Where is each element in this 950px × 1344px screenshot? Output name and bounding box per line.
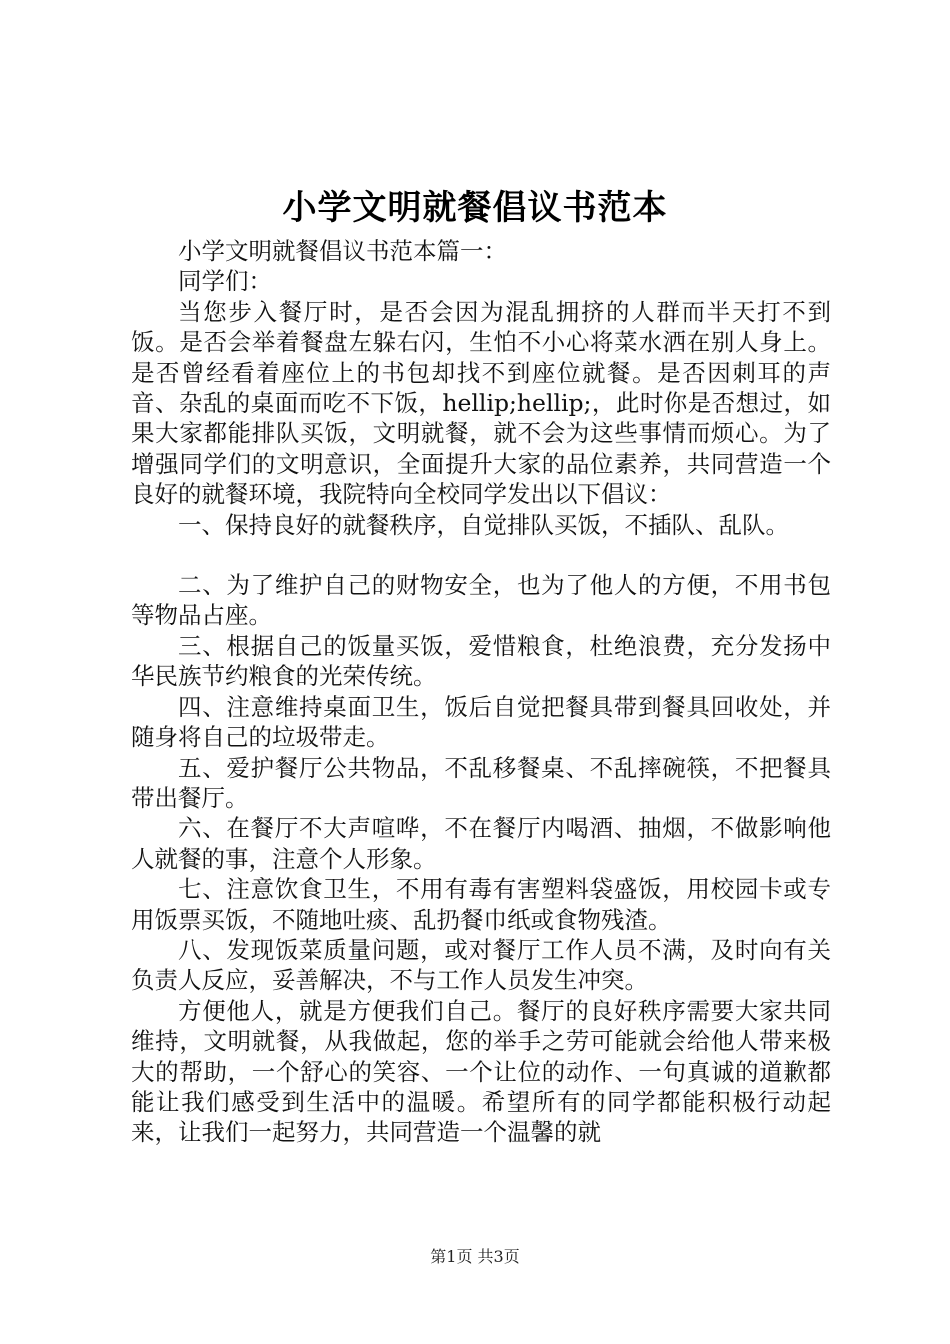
proposal-item-5: 五、爱护餐厅公共物品，不乱移餐桌、不乱摔碗筷，不把餐具带出餐厅。 xyxy=(131,753,831,812)
intro-paragraph: 当您步入餐厅时，是否会因为混乱拥挤的人群而半天打不到饭。是否会举着餐盘左躲右闪，生怕不小心将菜水洒在别人身上。是否曾经看着座位上的书包却找不到座位就餐。是否因刺耳的声音、杂乱的桌面而吃不下饭，hellip;hellip;，此时你是否想过，如果大家都能排队买饭，文明就餐，就不会为这些事情而烦心。为了增强同学们的文明意识，全面提升大家的品位素养，共同营造一个良好的就餐环境，我院特向全校同学发出以下倡议： xyxy=(131,297,831,509)
section-heading: 小学文明就餐倡议书范本篇一： xyxy=(178,237,507,265)
document-title: 小学文明就餐倡议书范本 xyxy=(282,188,668,228)
proposal-item-6: 六、在餐厅不大声喧哗，不在餐厅内喝酒、抽烟，不做影响他人就餐的事，注意个人形象。 xyxy=(131,814,831,873)
closing-paragraph: 方便他人，就是方便我们自己。餐厅的良好秩序需要大家共同维持，文明就餐，从我做起，您的举手之劳可能就会给他人带来极大的帮助，一个舒心的笑容、一个让位的动作、一句真诚的道歉都能让我们感受到生活中的温暖。希望所有的同学都能积极行动起来，让我们一起努力，共同营造一个温馨的就 xyxy=(131,996,831,1147)
document-body xyxy=(131,236,831,1148)
salutation: 同学们： xyxy=(178,267,272,296)
proposal-item-1: 一、保持良好的就餐秩序，自觉排队买饭，不插队、乱队。 xyxy=(178,510,789,539)
proposal-item-2: 二、为了维护自己的财物安全，也为了他人的方便，不用书包等物品占座。 xyxy=(131,571,831,630)
proposal-item-3: 三、根据自己的饭量买饭，爱惜粮食，杜绝浪费，充分发扬中华民族节约粮食的光荣传统。 xyxy=(131,631,831,691)
page-number-footer: 第1页 共3页 xyxy=(430,1247,520,1266)
proposal-item-8: 八、发现饭菜质量问题，或对餐厅工作人员不满，及时向有关负责人反应，妥善解决，不与工作人员发生冲突。 xyxy=(131,935,831,995)
proposal-item-4: 四、注意维持桌面卫生，饭后自觉把餐具带到餐具回收处，并随身将自己的垃圾带走。 xyxy=(131,692,831,752)
proposal-item-7: 七、注意饮食卫生，不用有毒有害塑料袋盛饭，用校园卡或专用饭票买饭，不随地吐痰、乱扔餐巾纸或食物残渣。 xyxy=(131,875,831,934)
